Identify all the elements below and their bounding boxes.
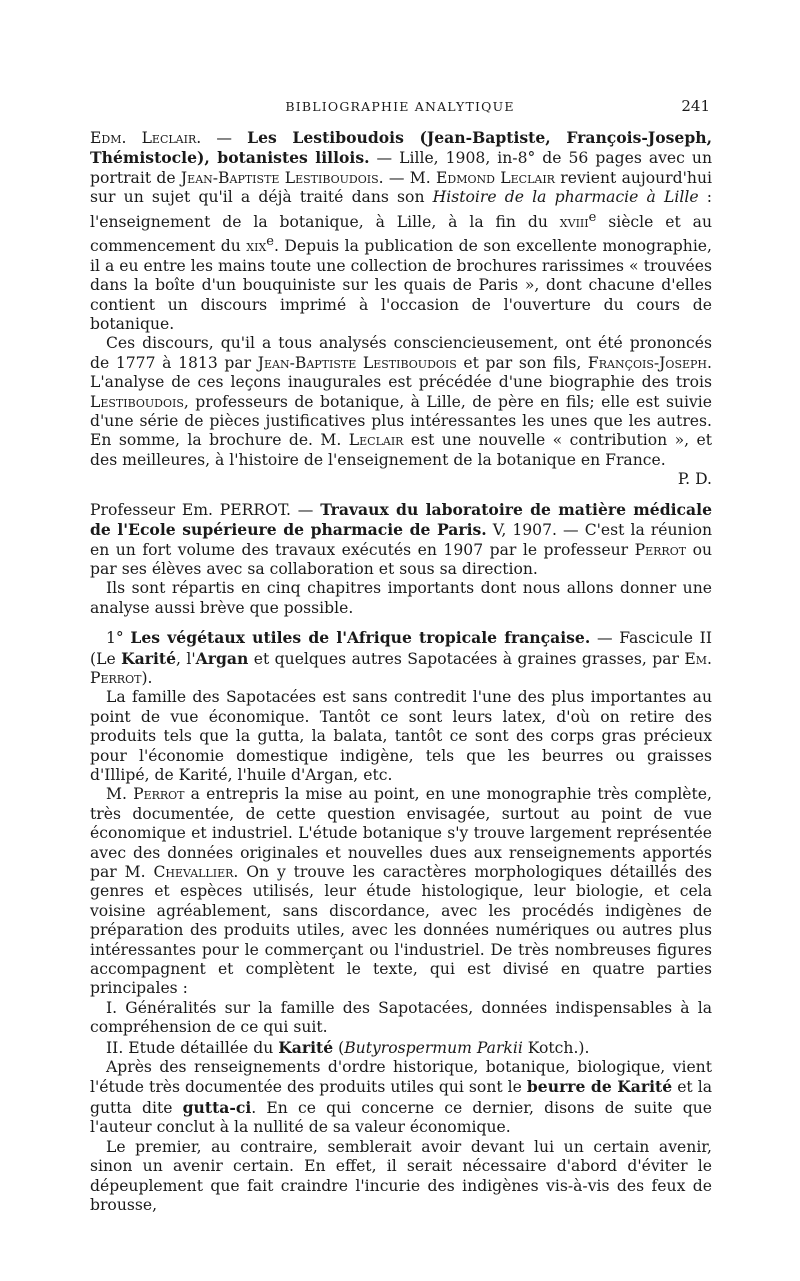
- review-2-paragraph-4: La famille des Sapotacées est sans contredit l'une des plus importantes au point de vue économique. Tantôt ce sont leurs latex, d'où on retire des produits tels que la gutta, la balata, tantôt ce sont des corps gras précieux pour l'économie domestique indigène, tels que les beurres ou graisses d'Illipé, de Karité, l'huile d'Argan, etc.: [90, 688, 712, 784]
- person-name: Lestiboudois: [90, 392, 184, 411]
- review-2-paragraph-2: Ils sont répartis en cinq chapitres importants dont nous allons donner une analyse aussi brève que possible.: [90, 579, 712, 617]
- person-name: Leclair: [348, 431, 404, 450]
- review-2-section-1-heading: 1° Les végétaux utiles de l'Afrique tropicale française. — Fascicule II (Le Karité, l'Argan et quelques autres Sapotacées à graines grasses, par Em. Perrot).: [90, 628, 713, 687]
- list-item-1: I. Généralités sur la famille des Sapotacées, données indispensables à la compréhension de ce qui suit.: [90, 998, 712, 1037]
- review-2-paragraph-7: Le premier, au contraire, semblerait avoir devant lui un certain avenir, sinon un avenir certain. En effet, il serait nécessaire d'abord d'éviter le dépeuplement que fait craindre l'incurie des indigènes vis-à-vis des feux de brousse,: [90, 1137, 712, 1214]
- page-body: [90, 128, 712, 1215]
- person-name: Em. Perrot: [90, 649, 713, 687]
- review-2-paragraph-1: Professeur Em. PERROT. — Travaux du laboratoire de matière médicale de l'Ecole supérieure de pharmacie de Paris. V, 1907. — C'est la réunion en un fort volume des travaux exécutés en 1907 par le professeur Perrot ou par ses élèves avec sa collaboration et sous sa direction.: [90, 499, 713, 578]
- person-name: Jean-Baptiste Lestiboudois: [257, 353, 457, 372]
- person-name: Perrot: [634, 540, 687, 559]
- running-title: BIBLIOGRAPHIE ANALYTIQUE: [285, 99, 515, 114]
- list-item-2: II. Etude détaillée du Karité (Butyrospermum Parkii Kotch.).: [106, 1037, 590, 1057]
- running-head: [90, 99, 710, 121]
- review-2-paragraph-6: Après des renseignements d'ordre historique, botanique, biologique, vient l'étude très documentée des produits utiles qui sont le beurre de Karité et la gutta dite gutta-ci. En ce qui concerne ce dernier, disons de suite que l'auteur conclut à la nullité de sa valeur économique.: [90, 1058, 713, 1137]
- section-gap: [90, 490, 712, 500]
- review-1-title: Les Lestiboudois (Jean-Baptiste, François-Joseph, Thémistocle), botanistes lillois.: [90, 128, 713, 168]
- person-name: Chevallier: [153, 863, 234, 881]
- review-1-signature: P. D.: [677, 470, 712, 489]
- person-name: Edmond Leclair: [436, 168, 555, 187]
- review-2-author: Em. PERROT: [181, 500, 287, 519]
- page-number: 241: [681, 97, 710, 115]
- review-1-paragraph-2: Ces discours, qu'il a tous analysés consciencieusement, ont été prononcés de 1777 à 1813 par Jean-Baptiste Lestiboudois et par son fils, François-Joseph. L'analyse de ces leçons inaugurales est précédée d'une biographie des trois Lestiboudois, professeurs de botanique, à Lille, de père en fils; elle est suivie d'une série de pièces justificatives plus intéressantes les unes que les autres. En somme, la brochure de. M. Leclair est une nouvelle « contribution », et des meilleures, à l'histoire de l'enseignement de la botanique en France.: [90, 334, 712, 469]
- review-1-author: Edm. Leclair.: [90, 129, 202, 147]
- review-2-title: Travaux du laboratoire de matière médicale de l'Ecole supérieure de pharmacie de Paris.: [90, 499, 712, 540]
- review-1-paragraph-1: Edm. Leclair. — Les Lestiboudois (Jean-Baptiste, François-Joseph, Thémistocle), botanistes lillois. — Lille, 1908, in-8° de 56 pages avec un portrait de Jean-Baptiste Lestiboudois. — M. Edmond Leclair revient aujourd'hui sur un sujet qu'il a déjà traité dans son Histoire de la pharmacie à Lille : l'enseignement de la botanique, à Lille, à la fin du xviii$^e$ siècle et au commencement du xix$^e$. Depuis la publication de son excellente monographie, il a eu entre les mains toute une collection de brochures rarissimes « trouvées dans la boîte d'un bouquiniste sur les quais de Paris », dont chacune d'elles contient un discours imprimé à l'occasion de l'ouverture du cours de botanique.: [90, 128, 713, 334]
- cited-work-title: Histoire de la pharmacie à Lille: [432, 188, 699, 207]
- species-name: Butyrospermum Parkii: [344, 1038, 523, 1057]
- section-gap: [90, 618, 712, 628]
- review-2-paragraph-5: M. Perrot a entrepris la mise au point, en une monographie très complète, très documentée, de cette question envisagée, surtout au point de vue économique et industriel. L'étude botanique s'y trouve largement représentée avec des données originales et nouvelles dues aux renseignements apportés par M. Chevallier. On y trouve les caractères morphologiques détaillés des genres et espèces utilisés, leur étude histologique, leur biologie, et cela voisine agréablement, sans discordance, avec les procédés indigènes de préparation des produits utiles, avec les données numériques ou autres plus intéressantes pour le commerçant ou l'industriel. De très nombreuses figures accompagnent et complètent le texte, qui est divisé en quatre parties principales :: [90, 785, 712, 998]
- section-1-title: Les végétaux utiles de l'Afrique tropicale française.: [130, 628, 591, 648]
- person-name: François-Joseph: [587, 353, 708, 372]
- person-name: Perrot: [133, 785, 185, 804]
- person-name: Jean-Baptiste Lestiboudois: [180, 168, 379, 187]
